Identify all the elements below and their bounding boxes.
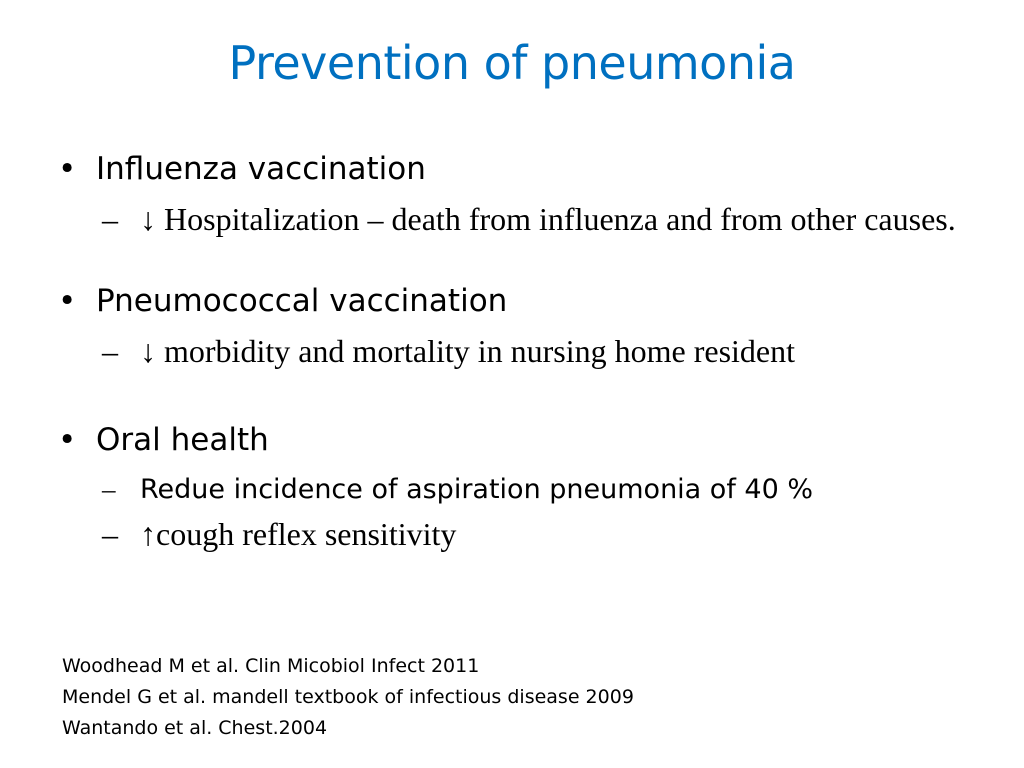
bullet-heading: Oral health bbox=[96, 422, 269, 458]
dash-marker: – bbox=[102, 474, 116, 504]
bullet-dot: • bbox=[58, 151, 77, 187]
bullet-dot: • bbox=[58, 283, 77, 319]
sub-item-morbidity bbox=[102, 333, 1012, 371]
dash-marker: – bbox=[102, 516, 118, 552]
reference-line: Mendel G et al. mandell textbook of infectious disease 2009 bbox=[62, 686, 634, 708]
sub-item-text: Redue incidence of aspiration pneumonia of 40 % bbox=[140, 474, 814, 505]
bullet-heading: Pneumococcal vaccination bbox=[96, 283, 508, 319]
sub-item-text: ↓ morbidity and mortality in nursing home resident bbox=[140, 333, 796, 369]
dash-marker: – bbox=[102, 201, 118, 237]
reference-line: Woodhead M et al. Clin Micobiol Infect 2011 bbox=[62, 655, 480, 677]
sub-item-text: ↓ Hospitalization – death from influenza and from other causes. bbox=[140, 201, 956, 237]
sub-item-text: ↑cough reflex sensitivity bbox=[140, 516, 457, 552]
sub-item-aspiration bbox=[102, 474, 1012, 506]
slide-title: Prevention of pneumonia bbox=[228, 36, 796, 90]
bullet-heading: Influenza vaccination bbox=[96, 151, 426, 187]
bullet-dot: • bbox=[58, 422, 77, 458]
dash-marker: – bbox=[102, 333, 118, 369]
references bbox=[62, 651, 634, 744]
reference-line: Wantando et al. Chest.2004 bbox=[62, 717, 328, 739]
sub-item-hospitalization bbox=[102, 201, 1012, 239]
sub-item-cough-reflex bbox=[102, 516, 1012, 554]
